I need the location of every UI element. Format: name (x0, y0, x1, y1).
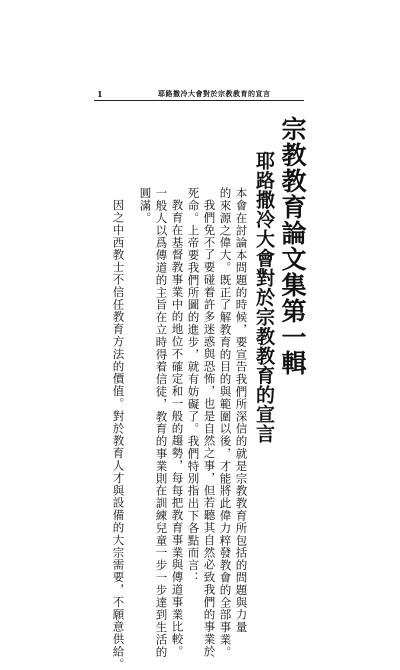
page-number: 1 (97, 89, 103, 99)
body-column-8: 因之中西教士不信任教育方法的價值。對於教育人才與設備的大宗需要，不願意供給。 (111, 199, 126, 670)
running-head: 耶路撒冷大會對於宗教教育的宣言 (158, 89, 271, 98)
body-column-4: 死命。上帝要我們所圖的進步，就有妨礙了。我們特別指出下各點而言： (186, 187, 201, 584)
body-column-1: 本會在討論本問題的時候，要宣告我們所深信的就是宗教教育所包括的問題與力量 (234, 187, 249, 634)
body-column-3: 我們免不了要碰着許多迷惑與恐怖，也是自然之事，但若聽其自然必致我們的事業於 (202, 199, 217, 658)
body-column-2: 的來源之偉大。既正了解教育的目的與範圍以後，才能將此偉力粹發教會的全部事業。 (218, 187, 233, 659)
body-column-7: 圓滿。 (138, 187, 153, 225)
body-column-6: 一般人以爲傳道的主旨在立時得着信徒，教育的事業則在訓練兒童一步一步達到生活的 (154, 187, 169, 659)
page-title: 宗教教育論文集第一輯 (278, 116, 307, 376)
body-column-5: 教育在基督教事業中的地位不確定和一般的趨勢，每每把教育事業與傳道事業比較。 (170, 199, 185, 658)
header-rule (94, 100, 304, 101)
page-subtitle: 耶路撒冷大會對於宗教教育的宣言 (253, 151, 275, 444)
